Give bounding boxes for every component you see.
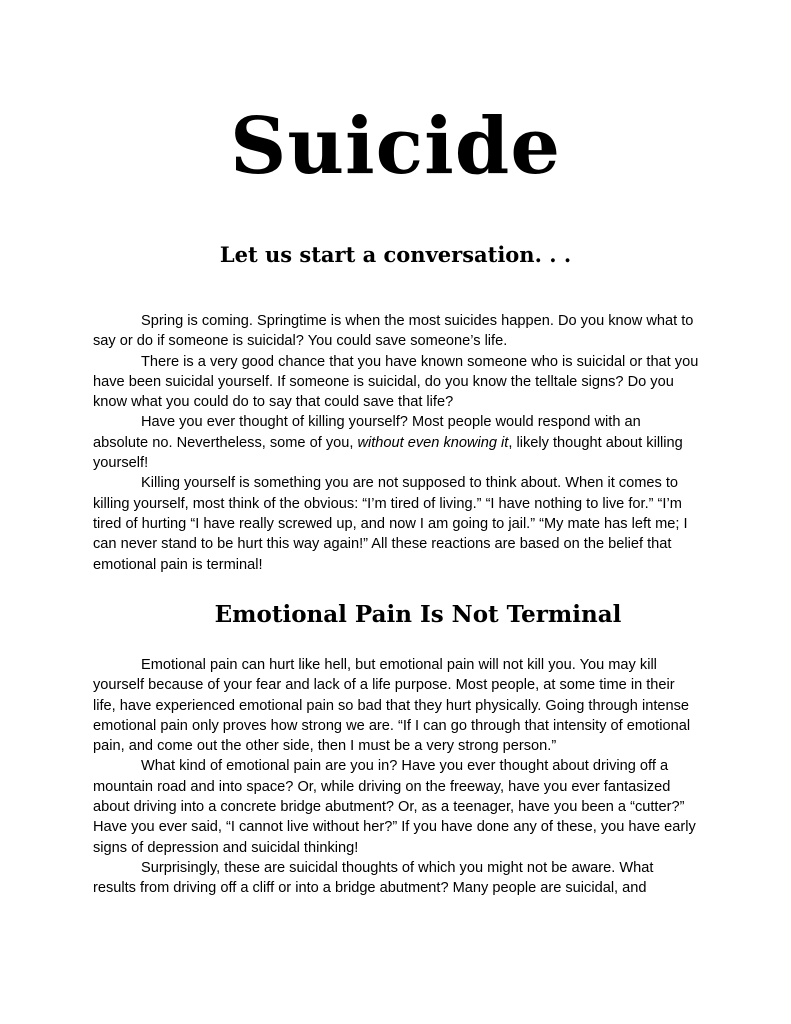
page-subtitle: Let us start a conversation. . . (219, 242, 572, 267)
section-heading: Emotional Pain Is Not Terminal (214, 601, 622, 628)
paragraph-text: , likely thought about killing yourself! (93, 434, 683, 472)
paragraph: Emotional pain can hurt like hell, but emotional pain will not kill you. You may kill yourself because of your fear and lack of a life purpose. Most people, at some time in their life, have experienced emotional pain so bad that they hurt physically. Going through intense emotional pain only proves how strong we are. “If I can go through that intensity of emotional pain, and come out the other side, then I must be a very strong person.” (93, 657, 691, 755)
paragraph: Killing yourself is something you are not supposed to think about. When it comes to killing yourself, most think of the obvious: “I’m tired of living.” “I have nothing to live for.” “I’m tired of hurting “I have really screwed up, and now I am going to jail.” “My mate has left me; I can never stand to be hurt this way again!” All these reactions are based on the belief that emotional pain is terminal! (93, 475, 688, 573)
paragraph: What kind of emotional pain are you in? Have you ever thought about driving off a mountain road and into space? Or, while driving on the freeway, have you ever fantasized about driving into a concrete bridge abutment? Or, as a teenager, have you been a “cutter?” Have you ever said, “I cannot live without her?” If you have done any of these, you have early signs of depression and suicidal thinking! (93, 758, 696, 856)
paragraph-text: Have you ever thought of killing yourself? Most people would respond with an absolute no. Nevertheless, some of you, (93, 414, 641, 451)
paragraph (93, 412, 699, 473)
page-title: Suicide (230, 101, 561, 192)
intro-section (93, 311, 699, 575)
paragraph: There is a very good chance that you have known someone who is suicidal or that you have been suicidal yourself. If someone is suicidal, do you know the telltale signs? Do you know what you could do to say that could save that life? (93, 353, 699, 411)
emphasized-text: without even knowing it (357, 434, 509, 451)
paragraph: Spring is coming. Springtime is when the most suicides happen. Do you know what to say or do if someone is suicidal? You could save someone’s life. (93, 313, 694, 350)
paragraph: Surprisingly, these are suicidal thoughts of which you might not be aware. What results from driving off a cliff or into a bridge abutment? Many people are suicidal, and (93, 859, 654, 897)
emotional-pain-section (93, 655, 699, 899)
